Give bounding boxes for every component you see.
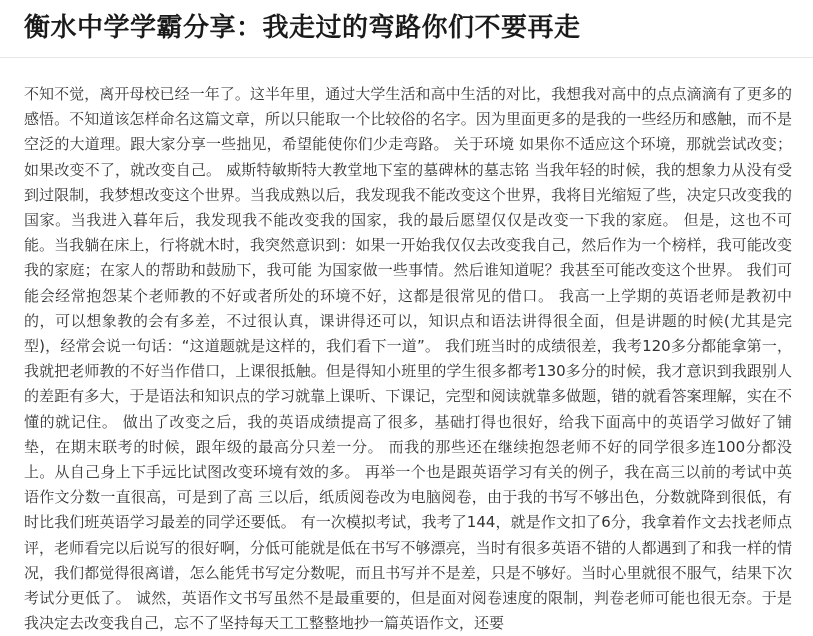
article-body: 不知不觉，离开母校已经一年了。这半年里，通过大学生活和高中生活的对比，我想我对高中的点点滴滴有了更多的感悟。不知道该怎样命名这篇文章，所以只能取一个比较俗的名字。因为里面更多的是我的一些经历和感触，而不是空泛的大道理。跟大家分享一些拙见，希望能使你们少走弯路。 关于环境 如果你不适应这个环境，那就尝试改变；如果改变不了，就改变自己。 威斯特敏斯特大教堂地下室的墓碑林的墓志铭 当我年轻的时候，我的想象力从没有受到过限制，我梦想改变这个世界。当我成熟以后，我发现我不能改变这个世界，我将目光缩短了些，决定只改变我的国家。当我进入暮年后，我发现我不能改变我的国家，我的最后愿望仅仅是改变一下我的家庭。 但是，这也不可能。当我躺在床上，行将就木时，我突然意识到：如果一开始我仅仅去改变我自己，然后作为一个榜样，我可能改变我的家庭；在家人的帮助和鼓励下，我可能 为国家做一些事情。然后谁知道呢？我甚至可能改变这个世界。 我们可能会经常抱怨某个老师教的不好或者所处的环境不好，这都是很常见的借口。 我高一上学期的英语老师是教初中的，可以想象教的会有多差，不过很认真，课讲得还可以，知识点和语法讲得很全面，但是讲题的时候(尤其是完型)，经常会说一句话：“这道题就是这样的，我们看下一道”。 我们班当时的成绩很差，我考120多分都能拿第一，我就把老师教的不好当作借口，上课很抵触。但是得知小班里的学生很多都考130多分的时候，我才意识到我跟别人的差距有多大，于是语法和知识点的学习就靠上课听、下课记，完型和阅读就靠多做题，错的就看答案理解，实在不懂的就记住。 做出了改变之后，我的英语成绩提高了很多，基础打得也很好，给我下面高中的英语学习做好了铺垫，在期末联考的时候，跟年级的最高分只差一分。 而我的那些还在继续抱怨老师不好的同学很多连100分都没上。从自己身上下手远比试图改变环境有效的多。 再举一个也是跟英语学习有关的例子，我在高三以前的考试中英语作文分数一直很高，可是到了高 三以后，纸质阅卷改为电脑阅卷，由于我的书写不够出色，分数就降到很低，有时比我们班英语学习最差的同学还要低。 有一次模拟考试，我考了144，就是作文扣了6分，我拿着作文去找老师点评，老师看完以后说写的很好啊，分低可能就是低在书写不够漂亮，当时有很多英语不错的人都遇到了和我一样的情况，我们都觉得很离谱，怎么能凭书写定分数呢，而且书写并不是差，只是不够好。当时心里就很不服气，结果下次考试分更低了。 诚然，英语作文书写虽然不是最重要的，但是面对阅卷速度的限制，判卷老师可能也很无奈。于是我决定去改变我自己，忘不了坚持每天工工整整地抄一篇英语作文，还要: [24, 85, 792, 633]
article-title: 衡水中学学霸分享：我走过的弯路你们不要再走: [24, 13, 581, 43]
title-divider: [0, 57, 813, 58]
